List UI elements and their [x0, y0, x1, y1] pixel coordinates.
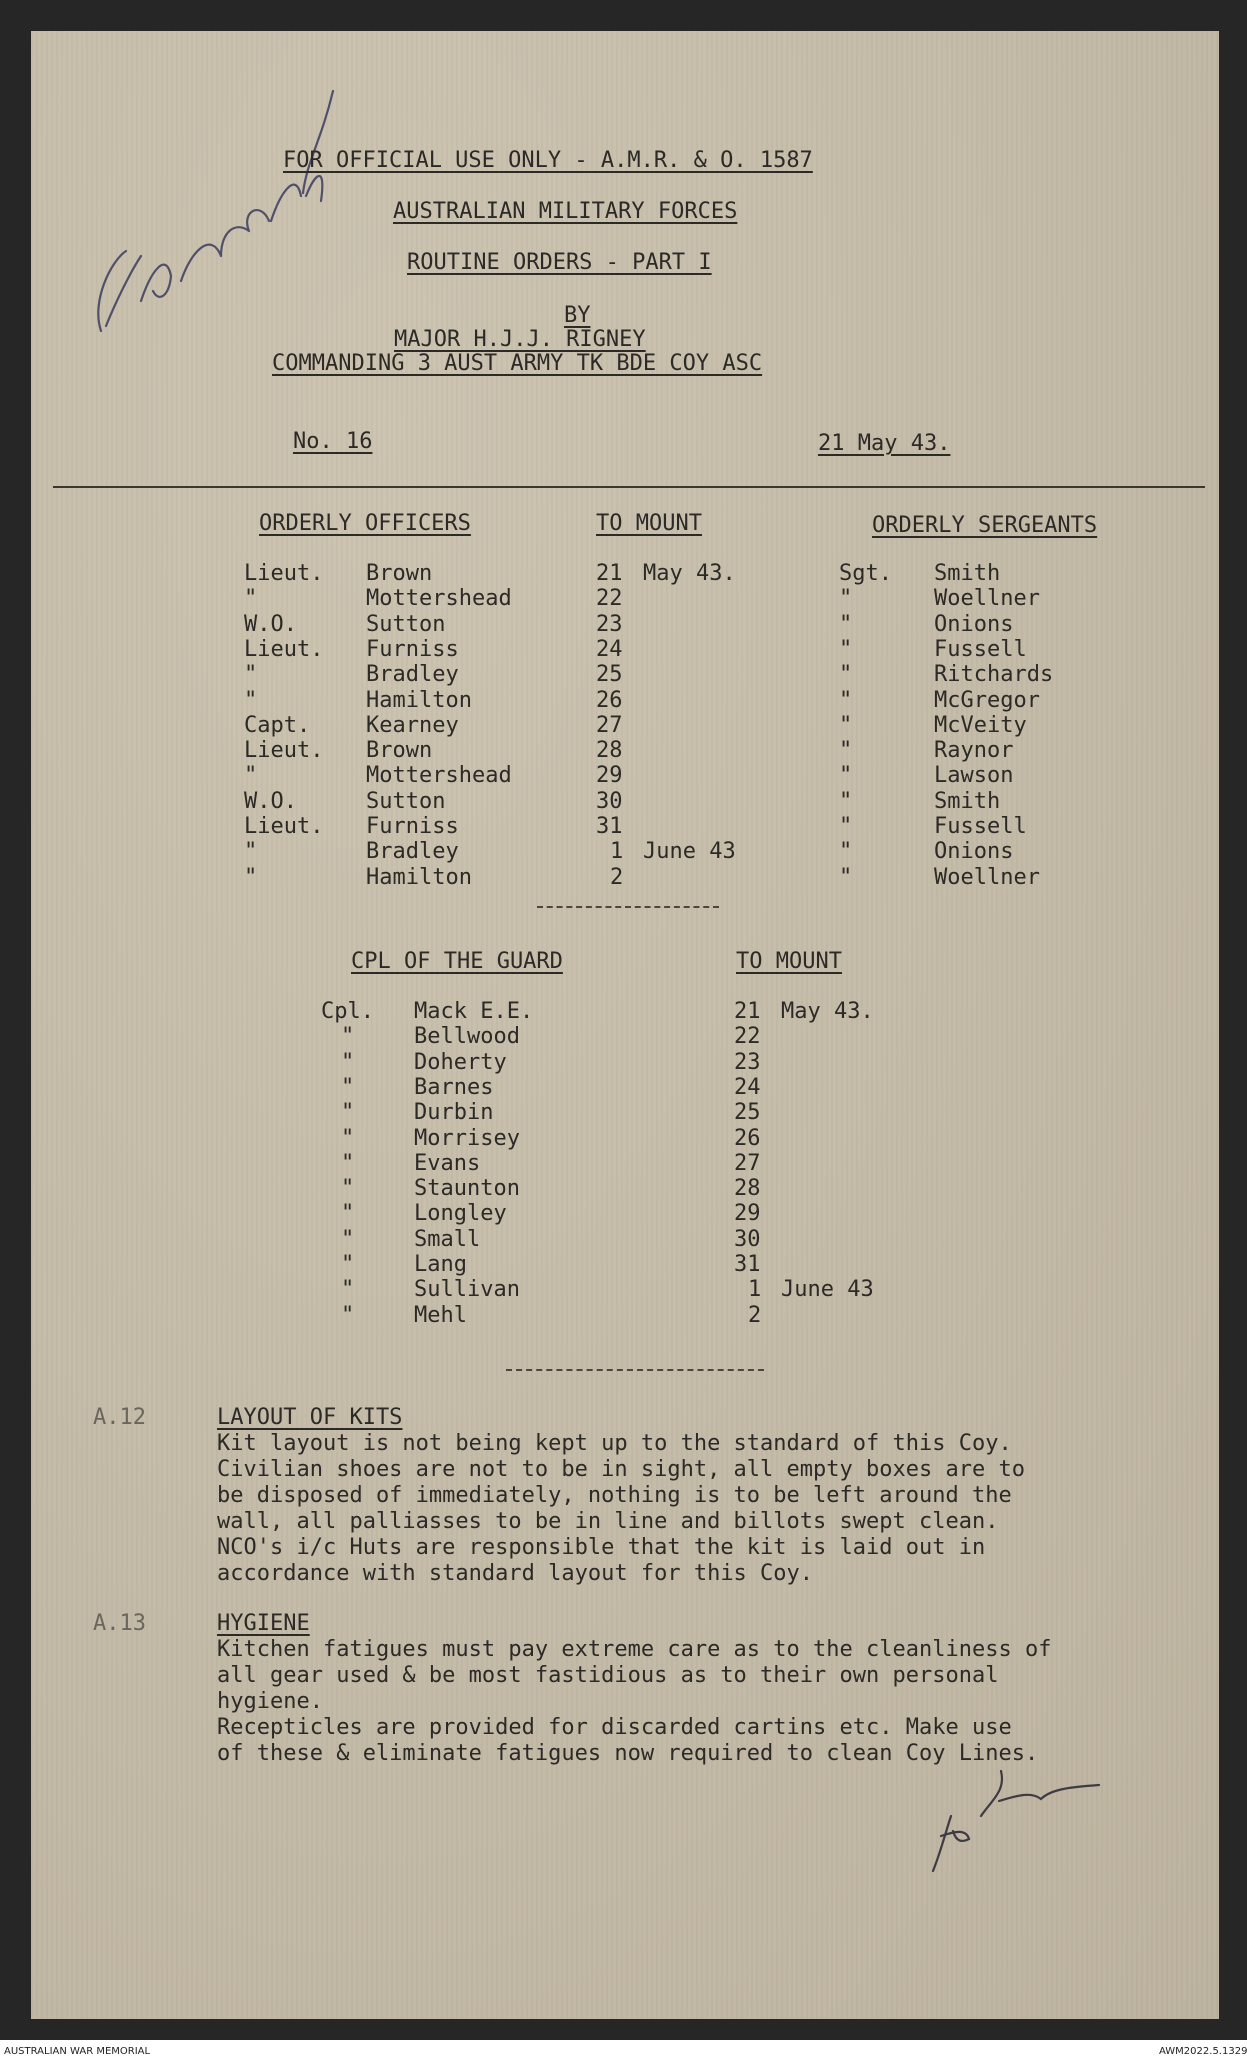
- guard-mount-month: June 43: [781, 1277, 874, 1302]
- guard-rank: ": [341, 1227, 355, 1252]
- signature: [921, 1761, 1151, 1881]
- guard-mount-day: 24: [734, 1075, 761, 1100]
- officer-mount-day: 21: [596, 561, 623, 586]
- sergeant-name: McVeity: [934, 713, 1027, 738]
- guard-rank: ": [341, 1126, 355, 1151]
- guard-mount-day: 23: [734, 1050, 761, 1075]
- command-line: COMMANDING 3 AUST ARMY TK BDE COY ASC: [272, 351, 763, 376]
- officer-name: Brown: [366, 738, 433, 763]
- sergeant-name: Fussell: [934, 637, 1027, 662]
- officer-mount-day: 31: [596, 814, 623, 839]
- col-cpl-of-the-guard: CPL OF THE GUARD: [351, 949, 563, 974]
- officer-mount-day: 27: [596, 713, 623, 738]
- officer-name: Hamilton: [366, 865, 472, 890]
- sergeant-name: Woellner: [934, 865, 1040, 890]
- officer-name: Bradley: [366, 662, 459, 687]
- officer-mount-day: 30: [596, 789, 623, 814]
- routine-orders-heading: ROUTINE ORDERS - PART I: [407, 250, 712, 275]
- officer-name: Sutton: [366, 612, 446, 637]
- officer-name: Mottershead: [366, 586, 512, 611]
- header-divider: [53, 486, 1205, 488]
- guard-mount-day: 29: [734, 1201, 761, 1226]
- officer-rank: Lieut.: [244, 561, 324, 586]
- sergeant-rank: ": [839, 763, 853, 788]
- order-body-line: of these & eliminate fatigues now required to clean Coy Lines.: [217, 1741, 1039, 1766]
- issuer-name: MAJOR H.J.J. RIGNEY: [394, 327, 646, 352]
- sergeant-rank: Sgt.: [839, 561, 892, 586]
- sergeant-name: Ritchards: [934, 662, 1054, 687]
- guard-mount-day: 31: [734, 1252, 761, 1277]
- officer-mount-day: 23: [596, 612, 623, 637]
- sergeant-rank: ": [839, 713, 853, 738]
- official-use-heading: FOR OFFICIAL USE ONLY - A.M.R. & O. 1587: [283, 148, 813, 173]
- sergeant-rank: ": [839, 839, 853, 864]
- sergeant-name: Smith: [934, 561, 1001, 586]
- officer-name: Furniss: [366, 814, 459, 839]
- document-page: [31, 31, 1219, 2019]
- sergeant-name: Smith: [934, 789, 1001, 814]
- guard-name: Doherty: [414, 1050, 507, 1075]
- sergeant-rank: ": [839, 586, 853, 611]
- guard-name: Longley: [414, 1201, 507, 1226]
- sergeant-name: Onions: [934, 612, 1014, 637]
- guard-rank: ": [341, 1277, 355, 1302]
- guard-name: Bellwood: [414, 1024, 520, 1049]
- guard-rank: ": [341, 1201, 355, 1226]
- officer-rank: ": [244, 763, 258, 788]
- guard-name: Evans: [414, 1151, 481, 1176]
- officer-rank: ": [244, 865, 258, 890]
- archive-id: AWM2022.5.1329: [1159, 2046, 1247, 2057]
- order-heading: LAYOUT OF KITS: [217, 1405, 403, 1430]
- sergeant-rank: ": [839, 612, 853, 637]
- sergeant-name: Onions: [934, 839, 1014, 864]
- officer-mount-day: 2: [610, 865, 624, 890]
- officer-mount-day: 26: [596, 688, 623, 713]
- officer-rank: W.O.: [244, 789, 297, 814]
- order-body-line: Civilian shoes are not to be in sight, all empty boxes are to: [217, 1457, 1025, 1482]
- guard-rank: ": [341, 1151, 355, 1176]
- officer-name: Brown: [366, 561, 433, 586]
- officer-name: Kearney: [366, 713, 459, 738]
- sergeant-name: Lawson: [934, 763, 1014, 788]
- guard-rank: ": [341, 1303, 355, 1328]
- officer-mount-day: 25: [596, 662, 623, 687]
- guard-name: Sullivan: [414, 1277, 520, 1302]
- order-date: 21 May 43.: [818, 431, 951, 456]
- officer-name: Sutton: [366, 789, 446, 814]
- guard-name: Mehl: [414, 1303, 467, 1328]
- officer-name: Bradley: [366, 839, 459, 864]
- officer-mount-day: 24: [596, 637, 623, 662]
- officer-rank: Lieut.: [244, 814, 324, 839]
- officer-mount-month: June 43: [643, 839, 736, 864]
- order-number: No. 16: [293, 429, 373, 454]
- sergeant-rank: ": [839, 688, 853, 713]
- guard-mount-day: 25: [734, 1100, 761, 1125]
- sergeant-rank: ": [839, 738, 853, 763]
- guard-mount-day: 21: [734, 999, 761, 1024]
- guard-name: Small: [414, 1227, 481, 1252]
- guard-rank: Cpl.: [321, 999, 374, 1024]
- order-body-line: Recepticles are provided for discarded cartins etc. Make use: [217, 1715, 1012, 1740]
- guard-mount-day: 26: [734, 1126, 761, 1151]
- guard-mount-day: 1: [748, 1277, 762, 1302]
- order-body-line: wall, all palliasses to be in line and billots swept clean.: [217, 1509, 999, 1534]
- order-number: A.12: [93, 1405, 146, 1430]
- guard-rank: ": [341, 1100, 355, 1125]
- officer-mount-day: 1: [610, 839, 624, 864]
- officer-rank: W.O.: [244, 612, 297, 637]
- order-body-line: all gear used & be most fastidious as to their own personal: [217, 1663, 999, 1688]
- section-separator: [537, 906, 719, 908]
- col-to-mount: TO MOUNT: [596, 511, 702, 536]
- officer-rank: ": [244, 688, 258, 713]
- col-guard-to-mount: TO MOUNT: [736, 949, 842, 974]
- guard-name: Mack E.E.: [414, 999, 534, 1024]
- sergeant-rank: ": [839, 789, 853, 814]
- guard-rank: ": [341, 1176, 355, 1201]
- forces-heading: AUSTRALIAN MILITARY FORCES: [393, 199, 738, 224]
- sergeant-name: Woellner: [934, 586, 1040, 611]
- col-orderly-sergeants: ORDERLY SERGEANTS: [872, 513, 1098, 538]
- officer-rank: Capt.: [244, 713, 311, 738]
- guard-mount-day: 2: [748, 1303, 762, 1328]
- guard-mount-day: 27: [734, 1151, 761, 1176]
- officer-mount-day: 28: [596, 738, 623, 763]
- order-body-line: be disposed of immediately, nothing is to be left around the: [217, 1483, 1012, 1508]
- officer-rank: Lieut.: [244, 738, 324, 763]
- sergeant-rank: ": [839, 637, 853, 662]
- officer-name: Furniss: [366, 637, 459, 662]
- sergeant-rank: ": [839, 814, 853, 839]
- officer-mount-day: 29: [596, 763, 623, 788]
- officer-name: Mottershead: [366, 763, 512, 788]
- order-body-line: hygiene.: [217, 1689, 323, 1714]
- section-separator-2: [506, 1369, 764, 1371]
- guard-name: Durbin: [414, 1100, 494, 1125]
- handwritten-annotation: [71, 71, 401, 361]
- guard-name: Lang: [414, 1252, 467, 1277]
- sergeant-name: McGregor: [934, 688, 1040, 713]
- guard-mount-day: 30: [734, 1227, 761, 1252]
- guard-rank: ": [341, 1024, 355, 1049]
- guard-name: Staunton: [414, 1176, 520, 1201]
- guard-mount-day: 22: [734, 1024, 761, 1049]
- guard-rank: ": [341, 1075, 355, 1100]
- sergeant-rank: ": [839, 662, 853, 687]
- order-body-line: Kit layout is not being kept up to the standard of this Coy.: [217, 1431, 1012, 1456]
- officer-rank: ": [244, 662, 258, 687]
- guard-rank: ": [341, 1050, 355, 1075]
- guard-mount-month: May 43.: [781, 999, 874, 1024]
- officer-rank: ": [244, 839, 258, 864]
- order-heading: HYGIENE: [217, 1611, 310, 1636]
- archive-credit: AUSTRALIAN WAR MEMORIAL: [4, 2046, 151, 2057]
- order-body-line: Kitchen fatigues must pay extreme care as to the cleanliness of: [217, 1637, 1052, 1662]
- guard-name: Barnes: [414, 1075, 494, 1100]
- officer-mount-day: 22: [596, 586, 623, 611]
- sergeant-rank: ": [839, 865, 853, 890]
- officer-rank: Lieut.: [244, 637, 324, 662]
- col-orderly-officers: ORDERLY OFFICERS: [259, 511, 471, 536]
- officer-rank: ": [244, 586, 258, 611]
- guard-mount-day: 28: [734, 1176, 761, 1201]
- order-number: A.13: [93, 1611, 146, 1636]
- by-label: BY: [564, 303, 591, 328]
- sergeant-name: Raynor: [934, 738, 1014, 763]
- sergeant-name: Fussell: [934, 814, 1027, 839]
- guard-name: Morrisey: [414, 1126, 520, 1151]
- order-body-line: accordance with standard layout for this Coy.: [217, 1561, 814, 1586]
- officer-mount-month: May 43.: [643, 561, 736, 586]
- order-body-line: NCO's i/c Huts are responsible that the kit is laid out in: [217, 1535, 986, 1560]
- officer-name: Hamilton: [366, 688, 472, 713]
- guard-rank: ": [341, 1252, 355, 1277]
